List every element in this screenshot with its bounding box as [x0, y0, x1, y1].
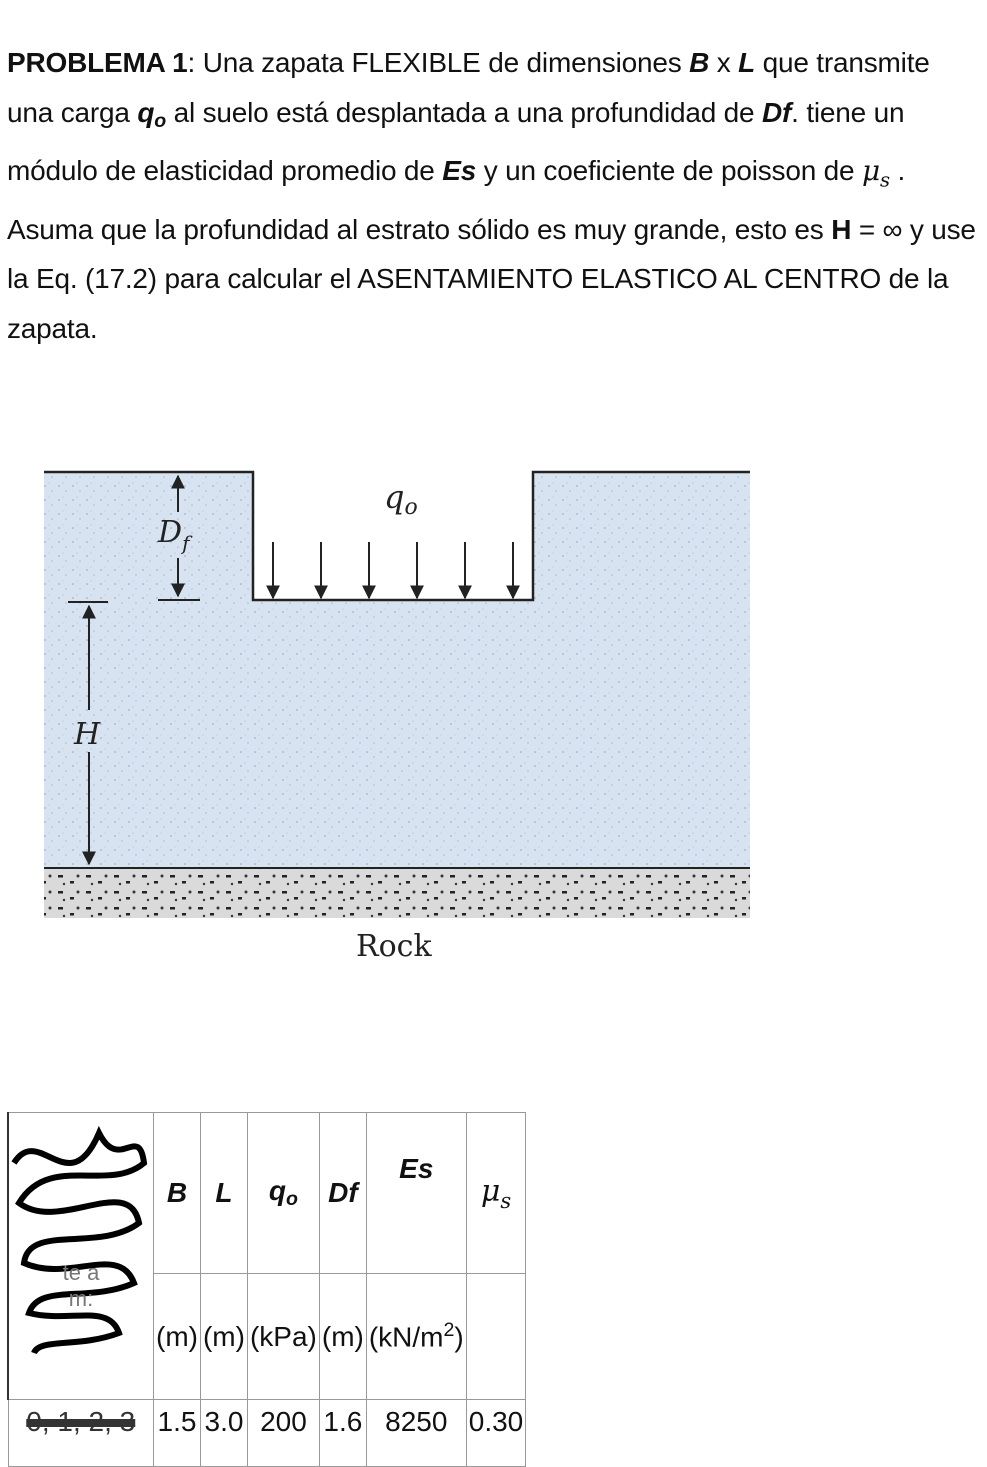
table-row	[8, 1400, 526, 1467]
text-6: . Asuma que la profundidad al estrato sólido es muy grande, esto es	[7, 154, 906, 245]
var-L: L	[738, 47, 756, 78]
foundation-diagram	[0, 440, 987, 980]
text-4: . tiene un módulo de elasticidad promedio de	[7, 96, 905, 186]
unit-mu	[466, 1274, 526, 1400]
header-B: B	[154, 1113, 201, 1274]
value-B: 1.5	[154, 1400, 201, 1467]
value-qo: 200	[247, 1400, 319, 1467]
header-Df: Df	[319, 1113, 366, 1274]
row-label: 0, 1, 2, 3	[8, 1400, 154, 1467]
unit-qo: (kPa)	[247, 1274, 319, 1400]
text-3: al suelo está desplantada a una profundidad de	[166, 96, 762, 128]
unit-Es: $(kN/m^2)$	[366, 1274, 466, 1400]
unit-L: (m)	[200, 1274, 247, 1400]
header-Es: Es	[366, 1113, 466, 1274]
h-label: H	[74, 717, 101, 752]
problem-statement: PROBLEMA 1: Una zapata FLEXIBLE de dimensiones B x L que transmite una carga qo al suelo está desplantada a una profundidad de Df. tiene un módulo de elasticidad promedio de Es y un coeficiente de poisson de $\mu_s$ . Asuma que la profundidad al estrato sólido es muy grande, esto es H = ∞ y use la Eq. (17.2) para calcular el ASENTAMIENTO ELASTICO AL CENTRO de la zapata.	[7, 47, 976, 344]
value-mu: 0.30	[466, 1400, 526, 1467]
rock-layer	[44, 868, 750, 918]
var-q: qo	[137, 96, 167, 132]
text-2: que transmite una carga	[7, 47, 930, 128]
data-table	[7, 1112, 526, 1467]
unit-Df: (m)	[319, 1274, 366, 1400]
header-L: L	[200, 1113, 247, 1274]
text-7: = ∞ y use la Eq. (17.2) para calcular el ASENTAMIENTO ELASTICO AL CENTRO de la zapata.	[7, 213, 976, 344]
var-Es: Es	[442, 154, 477, 186]
value-Df: 1.6	[319, 1400, 366, 1467]
load-label: qo	[384, 478, 418, 520]
text-5: y un coeficiente de poisson de	[476, 154, 862, 186]
header-qo: qo	[247, 1113, 319, 1274]
var-Df: Df	[762, 96, 792, 128]
scribbled-cell: te a m:	[8, 1113, 154, 1400]
table-header-symbols	[8, 1113, 526, 1274]
rock-label: Rock	[356, 929, 432, 964]
value-Es: 8250	[366, 1400, 466, 1467]
header-mu: $\mu_s$	[466, 1113, 526, 1274]
var-B: B	[689, 47, 710, 78]
var-mu: $\mu_s$	[862, 153, 890, 192]
var-H: H	[831, 213, 852, 245]
load-arrows	[273, 542, 513, 598]
value-L: 3.0	[200, 1400, 247, 1467]
unit-B: (m)	[154, 1274, 201, 1400]
df-label: $D_f$	[158, 515, 190, 555]
text-1: Una zapata FLEXIBLE de dimensiones	[195, 47, 690, 78]
soil-layer	[44, 472, 750, 868]
scribble-mark	[9, 1113, 149, 1358]
problem-heading: PROBLEMA 1	[7, 47, 188, 78]
